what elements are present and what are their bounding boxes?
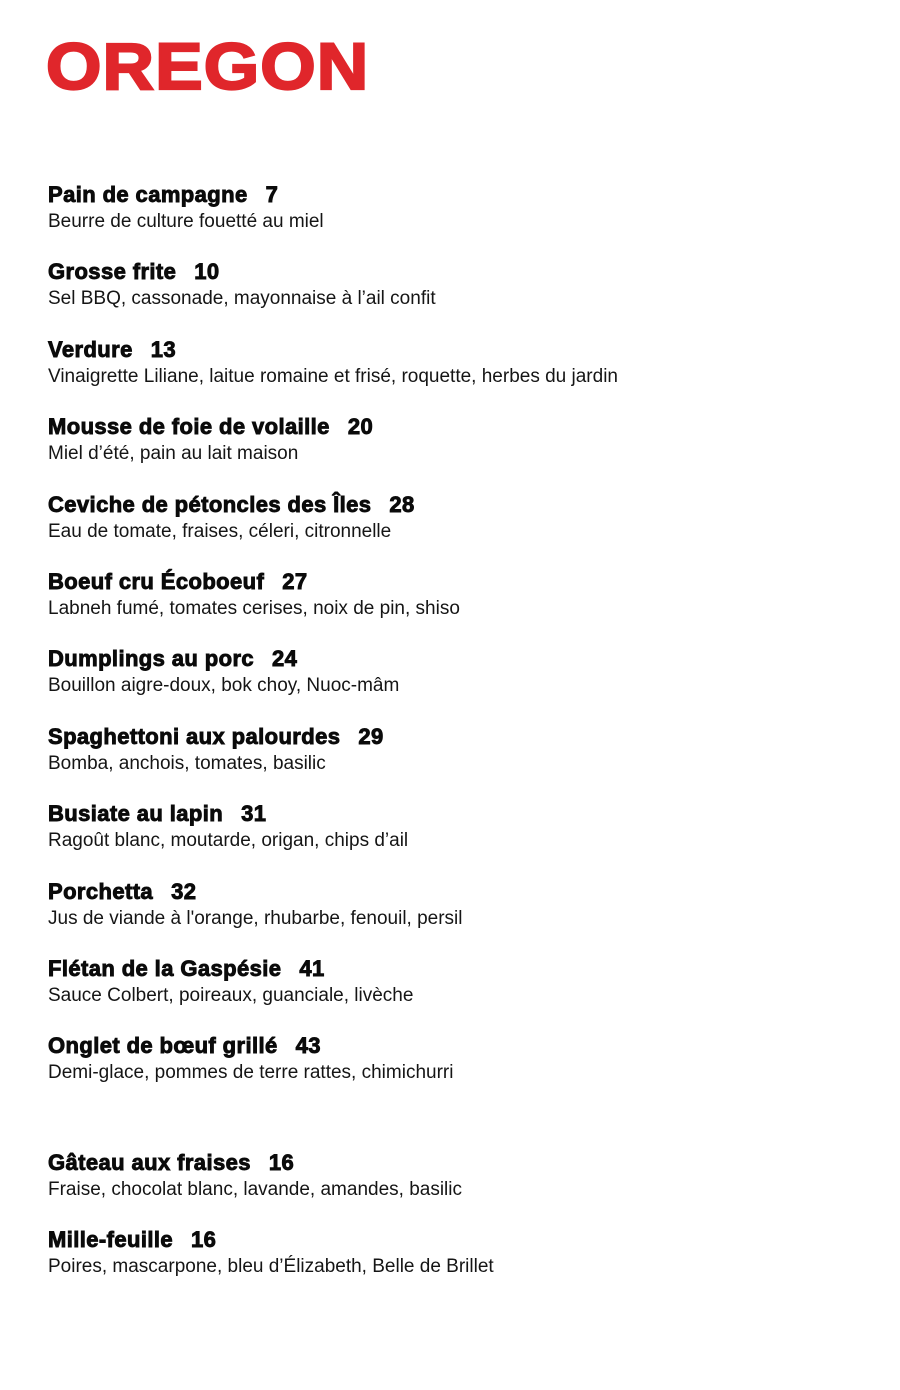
- menu-item-description: Miel d’été, pain au lait maison: [48, 443, 299, 465]
- menu-item-heading: [48, 413, 868, 441]
- menu-item: [48, 336, 868, 413]
- menu-item-description: Poires, mascarpone, bleu d’Élizabeth, Belle de Brillet: [48, 1256, 494, 1278]
- menu-item: [48, 645, 868, 722]
- desserts-section: [48, 1149, 868, 1304]
- menu-item-heading: [48, 336, 868, 364]
- menu-item-price: 16: [191, 1227, 217, 1253]
- menu-item-name: Gâteau aux fraises: [48, 1150, 251, 1175]
- menu-item-heading: [48, 955, 868, 983]
- menu-item-heading: [48, 723, 868, 751]
- menu-item-name: Ceviche de pétoncles des Îles: [48, 491, 372, 517]
- menu-item-heading: [48, 645, 868, 673]
- menu-item-heading: [48, 1226, 868, 1254]
- menu-item-price: 27: [282, 568, 308, 594]
- menu-item: [48, 413, 868, 490]
- menu-item-description: Vinaigrette Liliane, laitue romaine et frisé, roquette, herbes du jardin: [48, 365, 618, 387]
- menu-item-price: 28: [389, 491, 415, 517]
- menu-item-price: 13: [150, 336, 177, 362]
- menu-item-heading: [48, 491, 868, 519]
- menu-item-name: Busiate au lapin: [48, 801, 224, 827]
- menu-item-description: Bouillon aigre-doux, bok choy, Nuoc-mâm: [48, 675, 400, 697]
- menu-item-price: 16: [268, 1150, 295, 1175]
- menu-item-price: 20: [347, 414, 374, 440]
- menu-item-description: Labneh fumé, tomates cerises, noix de pin, shiso: [48, 597, 460, 619]
- menu-item-description: Demi-glace, pommes de terre rattes, chimichurri: [48, 1062, 454, 1084]
- menu-item-description: Eau de tomate, fraises, céleri, citronnelle: [48, 520, 392, 542]
- menu-item: [48, 723, 868, 800]
- menu-item-name: Pain de campagne: [48, 182, 248, 207]
- menu-item-price: 43: [295, 1033, 321, 1059]
- menu-item-description: Sel BBQ, cassonade, mayonnaise à l’ail confit: [48, 288, 436, 310]
- menu-item: [48, 1149, 868, 1226]
- menu-item: [48, 568, 868, 645]
- menu-item-price: 7: [265, 182, 279, 207]
- menu-item: [48, 1226, 868, 1303]
- menu-item-price: 10: [194, 259, 220, 285]
- menu-item-price: 29: [358, 723, 384, 749]
- menu-item: [48, 878, 868, 955]
- menu-item-heading: [48, 258, 868, 286]
- mains-section: [48, 181, 868, 1110]
- menu-item-heading: [48, 181, 868, 209]
- menu-item-description: Sauce Colbert, poireaux, guanciale, livèche: [48, 984, 414, 1006]
- menu-item: [48, 181, 868, 258]
- menu-item: [48, 955, 868, 1032]
- menu-item-name: Grosse frite: [48, 259, 177, 285]
- menu-item-price: 32: [171, 878, 197, 904]
- menu-item-name: Mille-feuille: [48, 1227, 173, 1253]
- menu-item-name: Spaghettoni aux palourdes: [48, 723, 341, 749]
- menu-item: [48, 491, 868, 568]
- menu-item-description: Bomba, anchois, tomates, basilic: [48, 752, 326, 774]
- menu-item: [48, 258, 868, 335]
- menu-item-description: Beurre de culture fouetté au miel: [48, 211, 324, 232]
- menu-item-price: 31: [241, 801, 267, 827]
- restaurant-title: OREGON: [46, 29, 370, 103]
- menu-item-heading: [48, 1149, 868, 1177]
- menu-item-name: Dumplings au porc: [48, 646, 255, 672]
- menu-item-price: 24: [272, 646, 298, 672]
- menu-item-name: Mousse de foie de volaille: [48, 414, 330, 440]
- menu-item-description: Ragoût blanc, moutarde, origan, chips d’ail: [48, 830, 409, 852]
- menu-item-heading: [48, 800, 868, 828]
- menu-item: [48, 1032, 868, 1109]
- menu-item-name: Onglet de bœuf grillé: [48, 1033, 278, 1059]
- menu-item-name: Porchetta: [48, 878, 154, 904]
- menu-item-heading: [48, 568, 868, 596]
- menu-item-heading: [48, 1032, 868, 1060]
- menu-item: [48, 800, 868, 877]
- menu-item-name: Verdure: [48, 336, 133, 362]
- menu-item-name: Boeuf cru Écoboeuf: [48, 568, 265, 594]
- menu-item-price: 41: [299, 955, 325, 981]
- menu-item-description: Jus de viande à l'orange, rhubarbe, fenouil, persil: [48, 907, 463, 929]
- menu-item-description: Fraise, chocolat blanc, lavande, amandes, basilic: [48, 1179, 463, 1200]
- menu-item-heading: [48, 878, 868, 906]
- menu-item-name: Flétan de la Gaspésie: [48, 955, 282, 981]
